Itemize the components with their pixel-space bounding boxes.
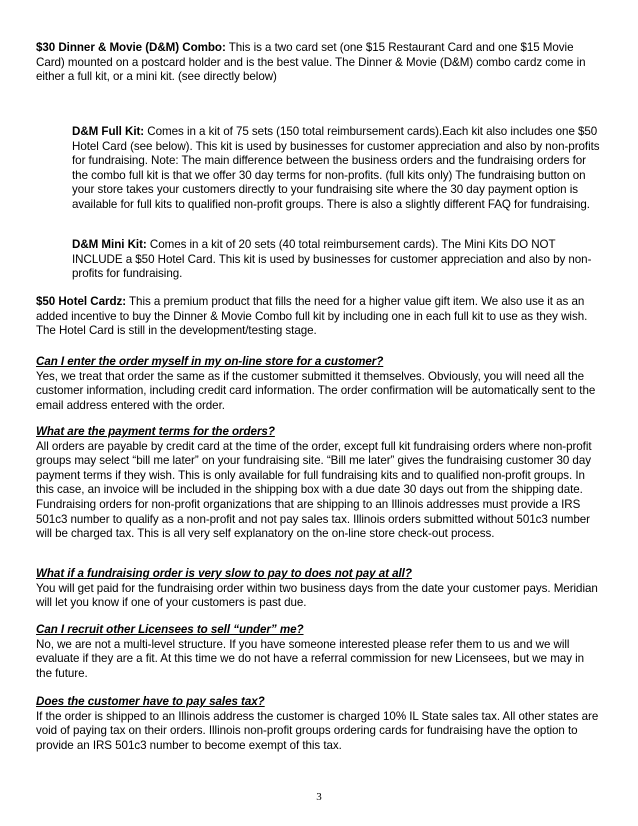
faq-question: What if a fundraising order is very slow to pay to does not pay at all? <box>36 567 412 580</box>
faq-item <box>36 425 602 542</box>
hotel-description: This a premium product that fills the need for a higher value gift item. We also use it as an added incentive to buy the Dinner & Movie Combo full kit by including one in each full kit to use as they wish. The Hotel Card is still in the development/testing stage. <box>36 295 588 338</box>
faq-answer: You will get paid for the fundraising order within two business days from the date your customer pays. Meridian will let you know if one of your customers is past due. <box>36 581 598 610</box>
full-kit-term: D&M Full Kit: <box>72 125 145 138</box>
faq-item <box>36 623 602 681</box>
hotel-term: $50 Hotel Cardz: <box>36 295 127 308</box>
faq-question: Does the customer have to pay sales tax? <box>36 695 265 708</box>
mini-kit-description: Comes in a kit of 20 sets (40 total reimbursement cards). The Mini Kits DO NOT INCLUDE a $50 Hotel Card. This kit is used by businesses for customer appreciation and also by non-profits for fundraising. <box>72 238 592 281</box>
combo-description: This is a two card set (one $15 Restaurant Card and one $15 Movie Card) mounted on a postcard holder and is the best value. The Dinner & Movie (D&M) combo cardz come in either a full kit, or a mini kit. (see directly below) <box>36 41 586 84</box>
combo-section <box>36 41 602 85</box>
faq-question: What are the payment terms for the orders? <box>36 425 275 438</box>
page-number: 3 <box>316 791 322 803</box>
mini-kit-term: D&M Mini Kit: <box>72 238 147 251</box>
faq-answer: If the order is shipped to an Illinois address the customer is charged 10% IL State sales tax. All other states are void of paying tax on their orders. Illinois non-profit groups ordering cards for fundraising have the option to provide an IRS 501c3 number to become exempt of this tax. <box>36 709 599 752</box>
faq-item <box>36 695 602 753</box>
faq-answer: No, we are not a multi-level structure. If you have someone interested please refer them to us and we will evaluate if they are a fit. At this time we do not have a referral commission for new Licensees, but we may in the future. <box>36 637 585 680</box>
faq-item <box>36 567 602 611</box>
faq-item <box>36 355 602 413</box>
faq-answer: Yes, we treat that order the same as if the customer submitted it themselves. Obviously, you will need all the customer information, including credit card information. The order confirmation will be automatically sent to the email address entered with the order. <box>36 369 596 412</box>
full-kit-section <box>72 125 602 213</box>
mini-kit-section <box>72 238 602 282</box>
faq-question: Can I recruit other Licensees to sell “under” me? <box>36 623 304 636</box>
faq-question: Can I enter the order myself in my on-line store for a customer? <box>36 355 384 368</box>
combo-term: $30 Dinner & Movie (D&M) Combo: <box>36 41 226 54</box>
full-kit-description: Comes in a kit of 75 sets (150 total reimbursement cards).Each kit also includes one $50 Hotel Card (see below). This kit is used by businesses for customer appreciation and also by non-profits for fundraising. Note: The main difference between the business orders and the fundraising orders for the combo full kit is that we offer 30 day terms for non-profits. (full kits only) The fundraising button on your store takes your customers directly to your fundraising site where the 30 day payment option is available for full kits to qualified non-profit groups. There is also a slightly different FAQ for fundraising. <box>72 125 600 211</box>
hotel-section <box>36 295 602 339</box>
faq-answer: All orders are payable by credit card at the time of the order, except full kit fundraising orders where non-profit groups may select “bill me later” on your fundraising site. “Bill me later” gives the fundraising customer 30 day payment terms if they wish. This is only available for full fundraising kits and to qualified non-profit groups. In this case, an invoice will be included in the shipping box with a due date 30 days out from the shipping date. Fundraising orders for non-profit organizations that are shipping to an Illinois addresses must provide a IRS 501c3 number to qualify as a non-profit and not pay sales tax. Illinois orders submitted without 501c3 number will be charged tax. This is all very self explanatory on the on-line store check-out process. <box>36 439 592 541</box>
